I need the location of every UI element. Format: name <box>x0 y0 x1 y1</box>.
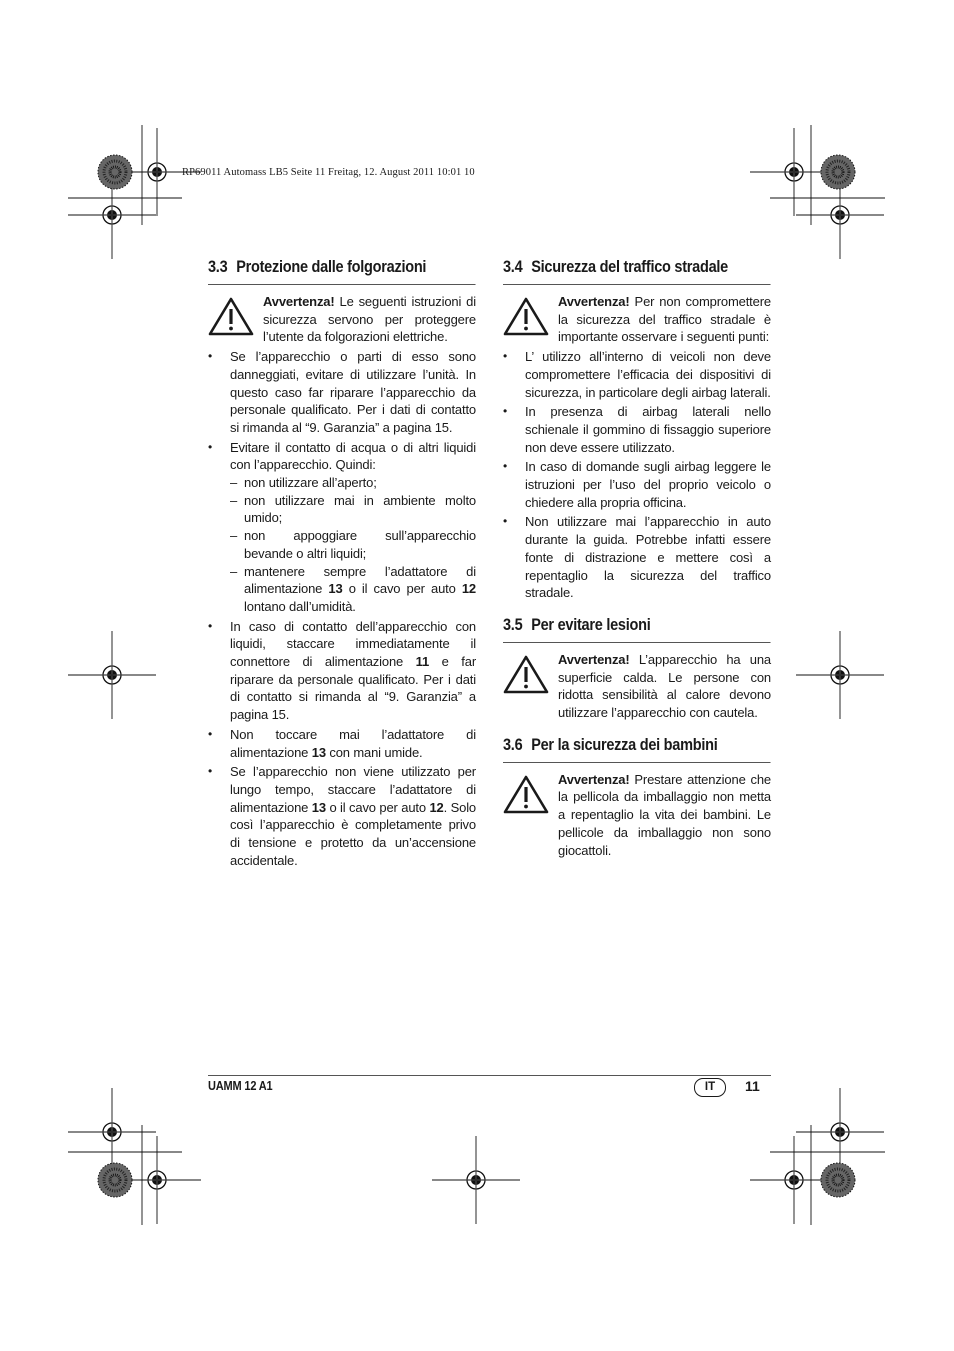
list-item: • L’ utilizzo all’interno di veicoli non deve compromettere l’efficacia dei dispositivi di sicurezza, in particolare degli airbag laterali. <box>503 348 771 401</box>
sub-list-item: – non appoggiare sull’apparecchio bevande o altri liquidi; <box>230 527 476 562</box>
registration-mark-icon <box>796 631 884 719</box>
warning-triangle-icon <box>503 651 558 699</box>
warning-label: Avvertenza! <box>263 294 335 309</box>
print-header: RP69011 Automass LB5 Seite 11 Freitag, 12. August 2011 10:01 10 <box>182 167 475 178</box>
warning-block <box>503 771 771 860</box>
list-item: • In presenza di airbag laterali nello schienale il gommino di fissaggio superiore non deve essere utilizzato. <box>503 403 771 456</box>
warning-triangle-icon <box>503 771 558 819</box>
section-heading-3-6 <box>503 736 771 763</box>
list-item: • Se l’apparecchio non viene utilizzato per lungo tempo, staccare l’adattatore di alimentazione 13 o il cavo per auto 12. Solo così l’apparecchio è completamente privo di tensione e protetto da un’accensione accidentale. <box>208 763 476 869</box>
warning-block <box>208 293 476 346</box>
warning-text: Avvertenza! L’apparecchio ha una superficie calda. Le persone con ridotta sensibilità al calore devono utilizzare l’apparecchio con cautela. <box>558 651 771 721</box>
language-badge: IT <box>694 1078 726 1097</box>
warning-triangle-icon <box>208 293 263 341</box>
section-number: 3.6 <box>503 735 523 754</box>
color-wheel-icon <box>98 1163 132 1197</box>
page-number: 11 <box>745 1078 760 1094</box>
color-wheel-icon <box>821 1163 855 1197</box>
warning-label: Avvertenza! <box>558 294 630 309</box>
list-item: • Non utilizzare mai l’apparecchio in auto durante la guida. Potrebbe infatti essere fonte di distrazione e mettere così a repentaglio la sicurezza del traffico stradale. <box>503 513 771 602</box>
registration-mark-icon <box>432 1136 520 1224</box>
warning-text: Avvertenza! Per non compromettere la sicurezza del traffico stradale è importante osservare i seguenti punti: <box>558 294 771 345</box>
section-number: 3.4 <box>503 258 523 276</box>
registration-mark-icon <box>68 631 156 719</box>
section-title: Sicurezza del traffico stradale <box>531 258 728 276</box>
color-wheel-icon <box>98 155 132 189</box>
list-item: • In caso di contatto dell’apparecchio con liquidi, staccare immediatamente il connettore di alimentazione 11 e far riparare da personale qualificato. Per i dati di contatto si rimanda al “9. Garanzia” a pagina 15. <box>208 618 476 724</box>
warning-block <box>503 293 771 346</box>
warning-label: Avvertenza! <box>558 651 630 667</box>
warning-block <box>503 651 771 722</box>
section-heading-3-5 <box>503 616 771 643</box>
section-title: Per evitare lesioni <box>531 615 651 634</box>
footer-model: UAMM 12 A1 <box>208 1079 273 1093</box>
sub-list-item: – mantenere sempre l’adattatore di alimentazione 13 o il cavo per auto 12 lontano dall’umidità. <box>230 563 476 616</box>
section-heading-3-4 <box>503 258 771 285</box>
section-number: 3.5 <box>503 615 523 634</box>
left-column <box>208 258 476 872</box>
registration-mark-icon <box>68 1088 156 1176</box>
sub-list-item: – non utilizzare all’aperto; <box>230 474 476 492</box>
bullet-list <box>208 348 476 869</box>
section-number: 3.3 <box>208 258 228 276</box>
section-title: Protezione dalle folgorazioni <box>236 258 427 276</box>
list-item: • In caso di domande sugli airbag leggere le istruzioni per l’uso del proprio veicolo o chiedere alla propria officina. <box>503 458 771 511</box>
list-item: • Non toccare mai l’adattatore di alimentazione 13 con mani umide. <box>208 726 476 761</box>
section-title: Per la sicurezza dei bambini <box>531 735 718 754</box>
list-item: • Se l’apparecchio o parti di esso sono danneggiati, evitare di utilizzare l’unità. In questo caso far riparare l’apparecchio da personale qualificato. Per i dati di contatto si rimanda al “9. Garanzia” a pagina 15. <box>208 348 476 437</box>
list-item: • Evitare il contatto di acqua o di altri liquidi con l’apparecchio. Quindi: – non utilizzare all’aperto; – non utilizzare mai in ambiente molto umido; – non appoggiare sull’apparecchio bevande o altri liquidi; – mantenere sempre l’adattatore di alimentazione 13 o il cavo per auto 12 lontano dall’umidità. <box>208 439 476 616</box>
bullet-list <box>503 348 771 602</box>
footer-divider <box>208 1075 771 1076</box>
color-wheel-icon <box>821 155 855 189</box>
sub-list <box>230 474 476 616</box>
sub-list-item: – non utilizzare mai in ambiente molto umido; <box>230 492 476 527</box>
warning-label: Avvertenza! <box>558 771 630 787</box>
section-heading-3-3 <box>208 258 476 285</box>
right-column <box>503 258 771 861</box>
warning-triangle-icon <box>503 293 558 341</box>
warning-text: Avvertenza! Prestare attenzione che la pellicola da imballaggio non metta a repentaglio la vita dei bambini. Le pellicole da imballaggio non sono giocattoli. <box>558 771 771 858</box>
warning-text: Avvertenza! Le seguenti istruzioni di sicurezza servono per proteggere l’utente da folgorazioni elettriche. <box>263 294 476 345</box>
